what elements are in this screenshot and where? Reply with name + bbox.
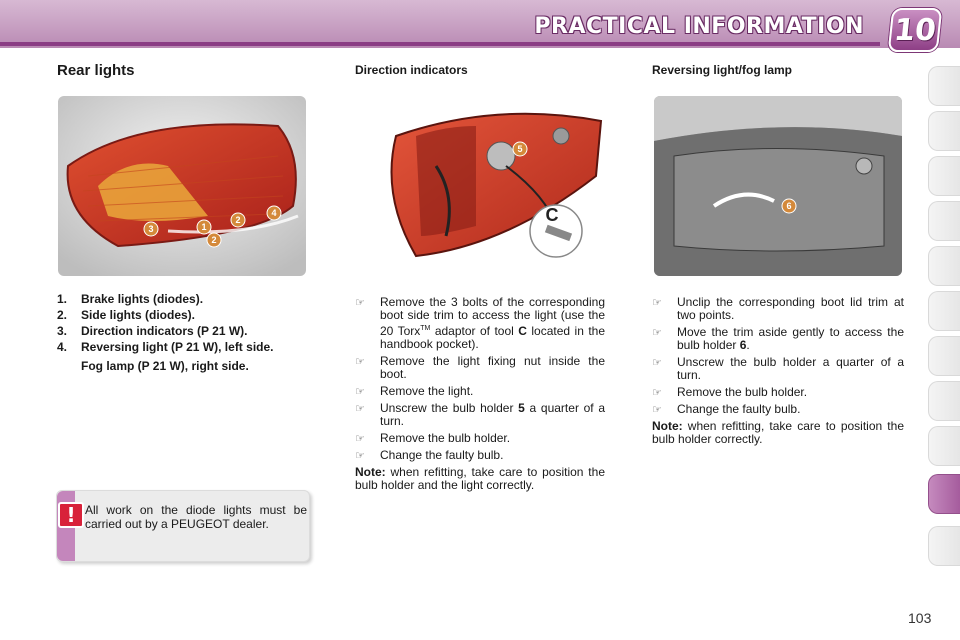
heading-direction-indicators: Direction indicators <box>355 63 468 77</box>
part-reference: 6 <box>739 338 747 352</box>
step-text: Remove the bulb holder. <box>677 385 808 399</box>
note-label: Note: <box>652 419 683 433</box>
rear-light-photo <box>58 96 306 276</box>
pointing-hand-icon: ☞ <box>355 402 365 415</box>
chapter-tab-active[interactable] <box>928 474 960 514</box>
callout-label: 2 <box>211 235 217 245</box>
step-item <box>355 296 605 351</box>
step-text-part: a quarter of a turn. <box>380 401 605 428</box>
part-reference: 5 <box>518 401 525 415</box>
warning-text: All work on the diode lights must be carried out by a PEUGEOT dealer. <box>85 503 307 531</box>
note-label: Note: <box>355 465 386 479</box>
step-item <box>355 402 605 428</box>
step-item <box>355 432 605 445</box>
page-title: PRACTICAL INFORMATION <box>534 14 864 39</box>
step-item <box>652 403 904 416</box>
list-text: Brake lights (diodes). <box>81 292 204 306</box>
pointing-hand-icon: ☞ <box>355 432 365 445</box>
callout-label: 4 <box>271 208 277 218</box>
note <box>355 466 605 492</box>
step-text-part: Remove the 3 bolts of the corresponding boot side trim to access the light (use the 20 Torx <box>380 295 605 338</box>
list-number: 4. <box>57 340 68 354</box>
chapter-tab[interactable] <box>928 526 960 566</box>
chapter-badge: 10 <box>888 8 943 52</box>
step-text: Change the faulty bulb. <box>380 448 504 462</box>
pointing-hand-icon: ☞ <box>355 385 365 398</box>
chapter-tab[interactable] <box>928 111 960 151</box>
step-text-part: adaptor of tool <box>430 324 519 338</box>
step-text: Unscrew the bulb holder a quarter of a turn. <box>677 355 904 382</box>
list-number: 2. <box>57 308 68 322</box>
list-subitem: Fog lamp (P 21 W), right side. <box>81 359 249 373</box>
pointing-hand-icon: ☞ <box>355 449 365 462</box>
callout-label: 1 <box>201 222 207 232</box>
warning-icon: ! <box>58 502 84 528</box>
boot-interior-photo <box>654 96 902 276</box>
direction-indicator-photo <box>356 96 606 276</box>
warning-box <box>56 490 310 562</box>
pointing-hand-icon: ☞ <box>652 356 662 369</box>
step-text-part: Move the trim aside gently to access the bulb holder <box>677 325 904 352</box>
chapter-tab[interactable] <box>928 426 960 466</box>
step-item <box>355 355 605 381</box>
step-item <box>652 326 904 352</box>
callout-label: 2 <box>235 215 241 225</box>
heading-reversing-light: Reversing light/fog lamp <box>652 63 793 77</box>
pointing-hand-icon: ☞ <box>355 296 365 309</box>
callout-label: 3 <box>148 224 154 234</box>
note <box>652 420 904 446</box>
step-text: Remove the light fixing nut inside the boot. <box>380 354 605 381</box>
step-text: Unclip the corresponding boot lid trim at two points. <box>677 295 904 322</box>
rear-lights-legend <box>57 292 307 374</box>
chapter-tab[interactable] <box>928 246 960 286</box>
page-number: 103 <box>908 610 932 626</box>
step-item <box>652 386 904 399</box>
chapter-tab[interactable] <box>928 156 960 196</box>
tool-label: C <box>545 205 559 225</box>
step-text <box>380 402 605 428</box>
step-item <box>652 296 904 322</box>
step-text: Remove the bulb holder. <box>380 431 511 445</box>
reversing-light-steps <box>652 296 904 446</box>
note-text: when refitting, take care to position the bulb holder correctly. <box>652 419 904 446</box>
chapter-tab[interactable] <box>928 66 960 106</box>
tool-reference: C <box>518 324 527 338</box>
note-text: when refitting, take care to position the bulb holder and the light correctly. <box>355 465 605 492</box>
pointing-hand-icon: ☞ <box>652 386 662 399</box>
chapter-tab[interactable] <box>928 291 960 331</box>
step-text-part: located in the handbook pocket). <box>380 324 606 351</box>
list-item <box>57 324 307 339</box>
chapter-tab-column <box>928 66 960 576</box>
pointing-hand-icon: ☞ <box>652 403 662 416</box>
list-text: Side lights (diodes). <box>81 308 196 322</box>
list-item <box>57 308 307 323</box>
pointing-hand-icon: ☞ <box>355 355 365 368</box>
header-accent-line <box>0 42 880 46</box>
chapter-tab[interactable] <box>928 381 960 421</box>
step-text: Remove the light. <box>380 384 474 398</box>
step-text-part: Unscrew the bulb holder <box>380 401 519 415</box>
list-number: 3. <box>57 324 68 338</box>
direction-indicator-steps <box>355 296 605 492</box>
trademark-mark: TM <box>420 325 431 332</box>
pointing-hand-icon: ☞ <box>652 296 662 309</box>
heading-rear-lights: Rear lights <box>57 62 135 79</box>
list-item <box>57 340 307 355</box>
list-text: Reversing light (P 21 W), left side. <box>81 340 274 354</box>
step-text: Change the faulty bulb. <box>677 402 801 416</box>
list-item <box>57 292 307 307</box>
step-text-part: . <box>746 338 750 352</box>
callout-label: 6 <box>786 201 792 211</box>
step-item <box>652 356 904 382</box>
step-item <box>355 449 605 462</box>
header-band <box>0 0 960 48</box>
pointing-hand-icon: ☞ <box>652 326 662 339</box>
step-text <box>380 296 605 351</box>
chapter-tab[interactable] <box>928 201 960 241</box>
step-text <box>677 326 904 352</box>
chapter-tab[interactable] <box>928 336 960 376</box>
list-number: 1. <box>57 292 68 306</box>
callout-label: 5 <box>517 144 523 154</box>
step-item <box>355 385 605 398</box>
list-text: Direction indicators (P 21 W). <box>81 324 248 338</box>
